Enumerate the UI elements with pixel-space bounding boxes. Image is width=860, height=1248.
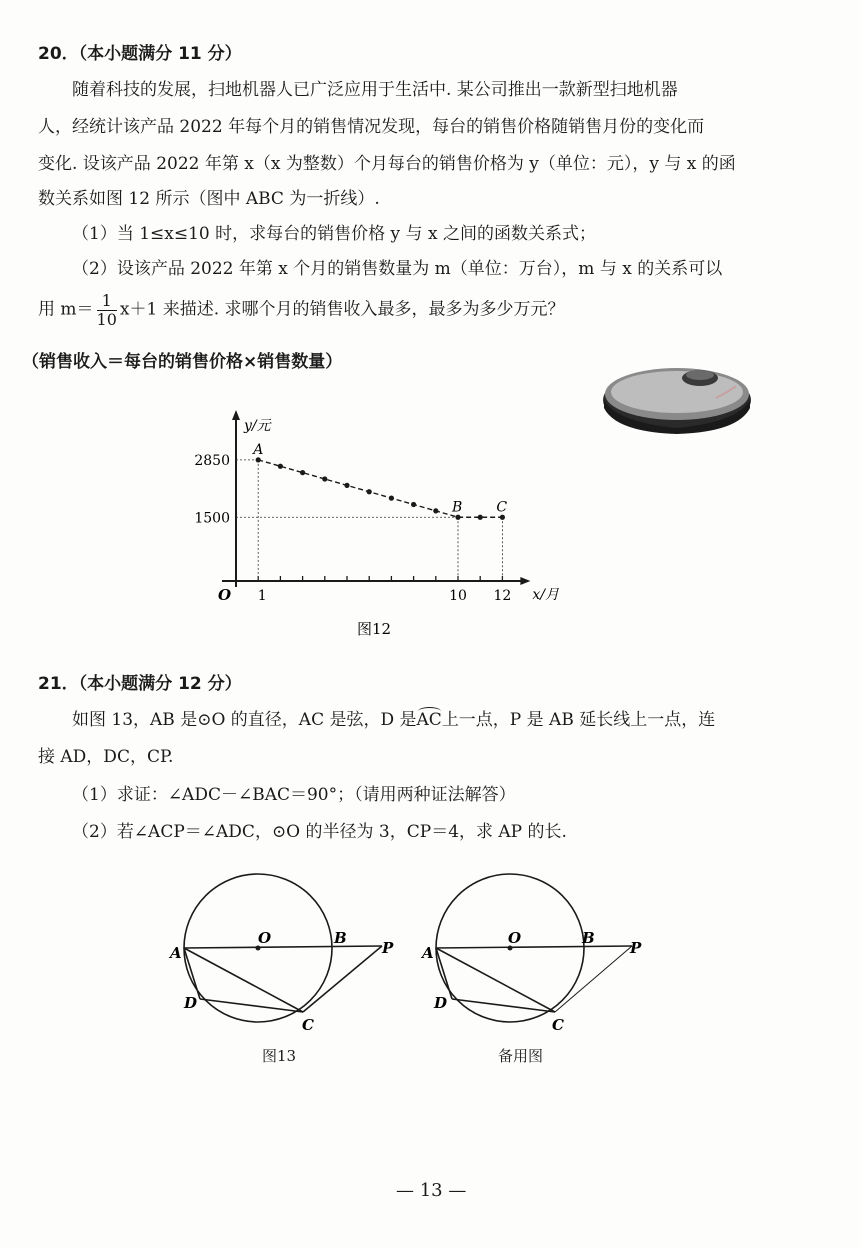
y-axis-arrow xyxy=(232,410,240,420)
label-b: B xyxy=(334,929,347,947)
robot-vacuum-image xyxy=(596,356,758,436)
q20-line: 数关系如图 12 所示（图中 ABC 为一折线）. xyxy=(38,189,380,209)
label-a: A xyxy=(170,944,182,962)
q20-sub1: （1）当 1≤x≤10 时，求每台的销售价格 y 与 x 之间的函数关系式； xyxy=(72,224,596,244)
x-axis-label: x/月 xyxy=(532,587,560,603)
fraction-denominator: 10 xyxy=(96,309,117,329)
arc-ac: AC xyxy=(416,710,442,730)
q21-line: 接 AD，DC，CP. xyxy=(38,747,174,767)
q20-formula-line xyxy=(38,292,565,328)
q21-line1-b: 上一点，P 是 AB 延长线上一点，连 xyxy=(441,710,716,730)
formula-suffix: x＋1 来描述. 求哪个月的销售收入最多，最多为多少万元？ xyxy=(119,299,565,320)
x-axis-arrow xyxy=(520,577,530,585)
backup-figure-caption: 备用图 xyxy=(498,1047,544,1065)
data-point xyxy=(389,496,394,501)
point-label-b: B xyxy=(452,499,463,516)
y-tick-label: 2850 xyxy=(194,452,230,469)
fraction-numerator: 1 xyxy=(97,292,117,311)
point-label-c: C xyxy=(496,499,508,516)
data-point xyxy=(478,515,483,520)
fraction xyxy=(97,292,117,328)
label-p: P xyxy=(382,939,394,957)
data-point xyxy=(278,464,283,469)
data-point xyxy=(322,476,327,481)
backup-figure xyxy=(418,870,658,1030)
label-b: B xyxy=(582,929,595,947)
series-line xyxy=(258,460,502,517)
x-tick-label: 10 xyxy=(449,588,467,604)
y-axis-label: y/元 xyxy=(244,418,271,434)
formula-prefix: 用 m＝ xyxy=(38,299,94,320)
data-point xyxy=(256,457,261,462)
y-tick-label: 1500 xyxy=(194,510,230,527)
label-c: C xyxy=(552,1016,564,1030)
data-point xyxy=(300,470,305,475)
q20-line: 随着科技的发展，扫地机器人已广泛应用于生活中. 某公司推出一款新型扫地机器 xyxy=(72,80,678,100)
data-point xyxy=(455,515,460,520)
label-c: C xyxy=(302,1016,314,1030)
q21-heading: 21．（本小题满分 12 分） xyxy=(38,674,242,694)
figure-13-caption: 图13 xyxy=(262,1047,297,1065)
x-tick-label: 1 xyxy=(257,588,267,604)
point-label-a: A xyxy=(253,441,264,458)
x-tick-label: 12 xyxy=(493,588,512,604)
figure-12-chart xyxy=(190,408,570,648)
origin-label: O xyxy=(218,586,232,604)
q20-note: （销售收入＝每台的销售价格×销售数量） xyxy=(22,352,343,372)
label-d: D xyxy=(184,994,198,1012)
q20-heading: 20．（本小题满分 11 分） xyxy=(38,44,242,64)
label-p: P xyxy=(630,939,642,957)
label-a: A xyxy=(422,944,434,962)
figure-12-caption: 图12 xyxy=(356,620,392,638)
q21-sub2: （2）若∠ACP＝∠ADC，⊙O 的半径为 3，CP＝4，求 AP 的长. xyxy=(72,822,567,842)
q20-line: 变化. 设该产品 2022 年第 x（x 为整数）个月每台的销售价格为 y（单位：元），y 与 x 的函 xyxy=(38,154,736,174)
data-point xyxy=(500,515,505,520)
q21-sub1: （1）求证：∠ADC－∠BAC＝90°；（请用两种证法解答） xyxy=(72,785,516,805)
page-number: — 13 — xyxy=(396,1180,467,1201)
q20-line: 人，经统计该产品 2022 年每个月的销售情况发现，每台的销售价格随销售月份的变化而 xyxy=(38,117,705,137)
label-o: O xyxy=(258,929,272,947)
q21-line1-a: 如图 13，AB 是⊙O 的直径，AC 是弦，D 是 xyxy=(72,710,417,730)
q20-sub2: （2）设该产品 2022 年第 x 个月的销售数量为 m（单位：万台），m 与 x 的关系可以 xyxy=(72,259,723,279)
label-o: O xyxy=(508,929,522,947)
label-d: D xyxy=(434,994,448,1012)
data-point xyxy=(367,489,372,494)
data-point xyxy=(433,508,438,513)
data-point xyxy=(344,483,349,488)
data-point xyxy=(411,502,416,507)
q21-line xyxy=(72,710,715,730)
figure-13 xyxy=(160,870,400,1030)
